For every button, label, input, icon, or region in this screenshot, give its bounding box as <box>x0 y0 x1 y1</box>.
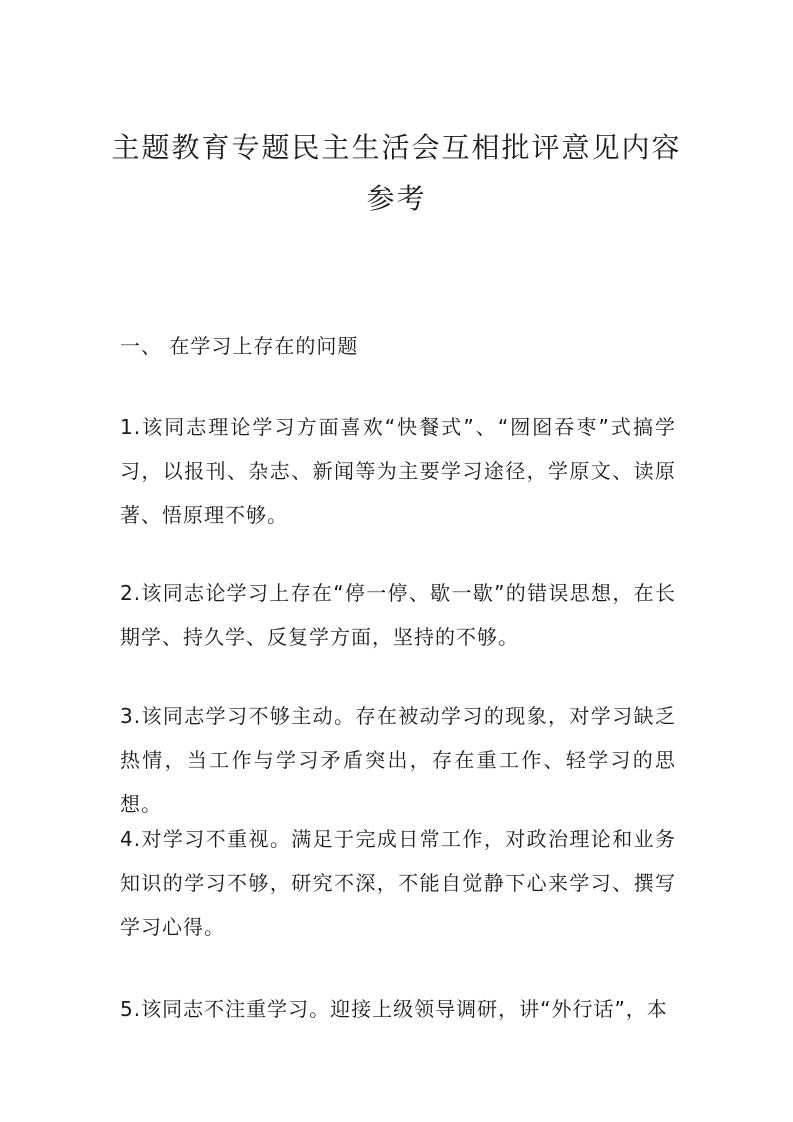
page-title: 主题教育专题民主生活会互相批评意见内容参考 <box>111 131 682 215</box>
paragraph-1: 1.该同志理论学习方面喜欢“快餐式”、“囫囵吞枣”式搞学习，以报刊、杂志、新闻等为主要学习途径，学原文、读原著、悟原理不够。 <box>120 415 676 527</box>
paragraph-2: 2.该同志论学习上存在“停一停、歇一歇”的错误思想，在长期学、持久学、反复学方面，坚持的不够。 <box>120 581 676 649</box>
paragraph-4: 4.对学习不重视。满足于完成日常工作，对政治理论和业务知识的学习不够，研究不深，不能自觉静下心来学习、撰写学习心得。 <box>120 827 676 939</box>
paragraph-3: 3.该同志学习不够主动。存在被动学习的现象，对学习缺乏热情，当工作与学习矛盾突出，存在重工作、轻学习的思想。 <box>120 704 676 816</box>
paragraph-5: 5.该同志不注重学习。迎接上级领导调研，讲“外行话”，本 <box>120 997 668 1021</box>
section-heading: 一、 在学习上存在的问题 <box>120 334 359 358</box>
